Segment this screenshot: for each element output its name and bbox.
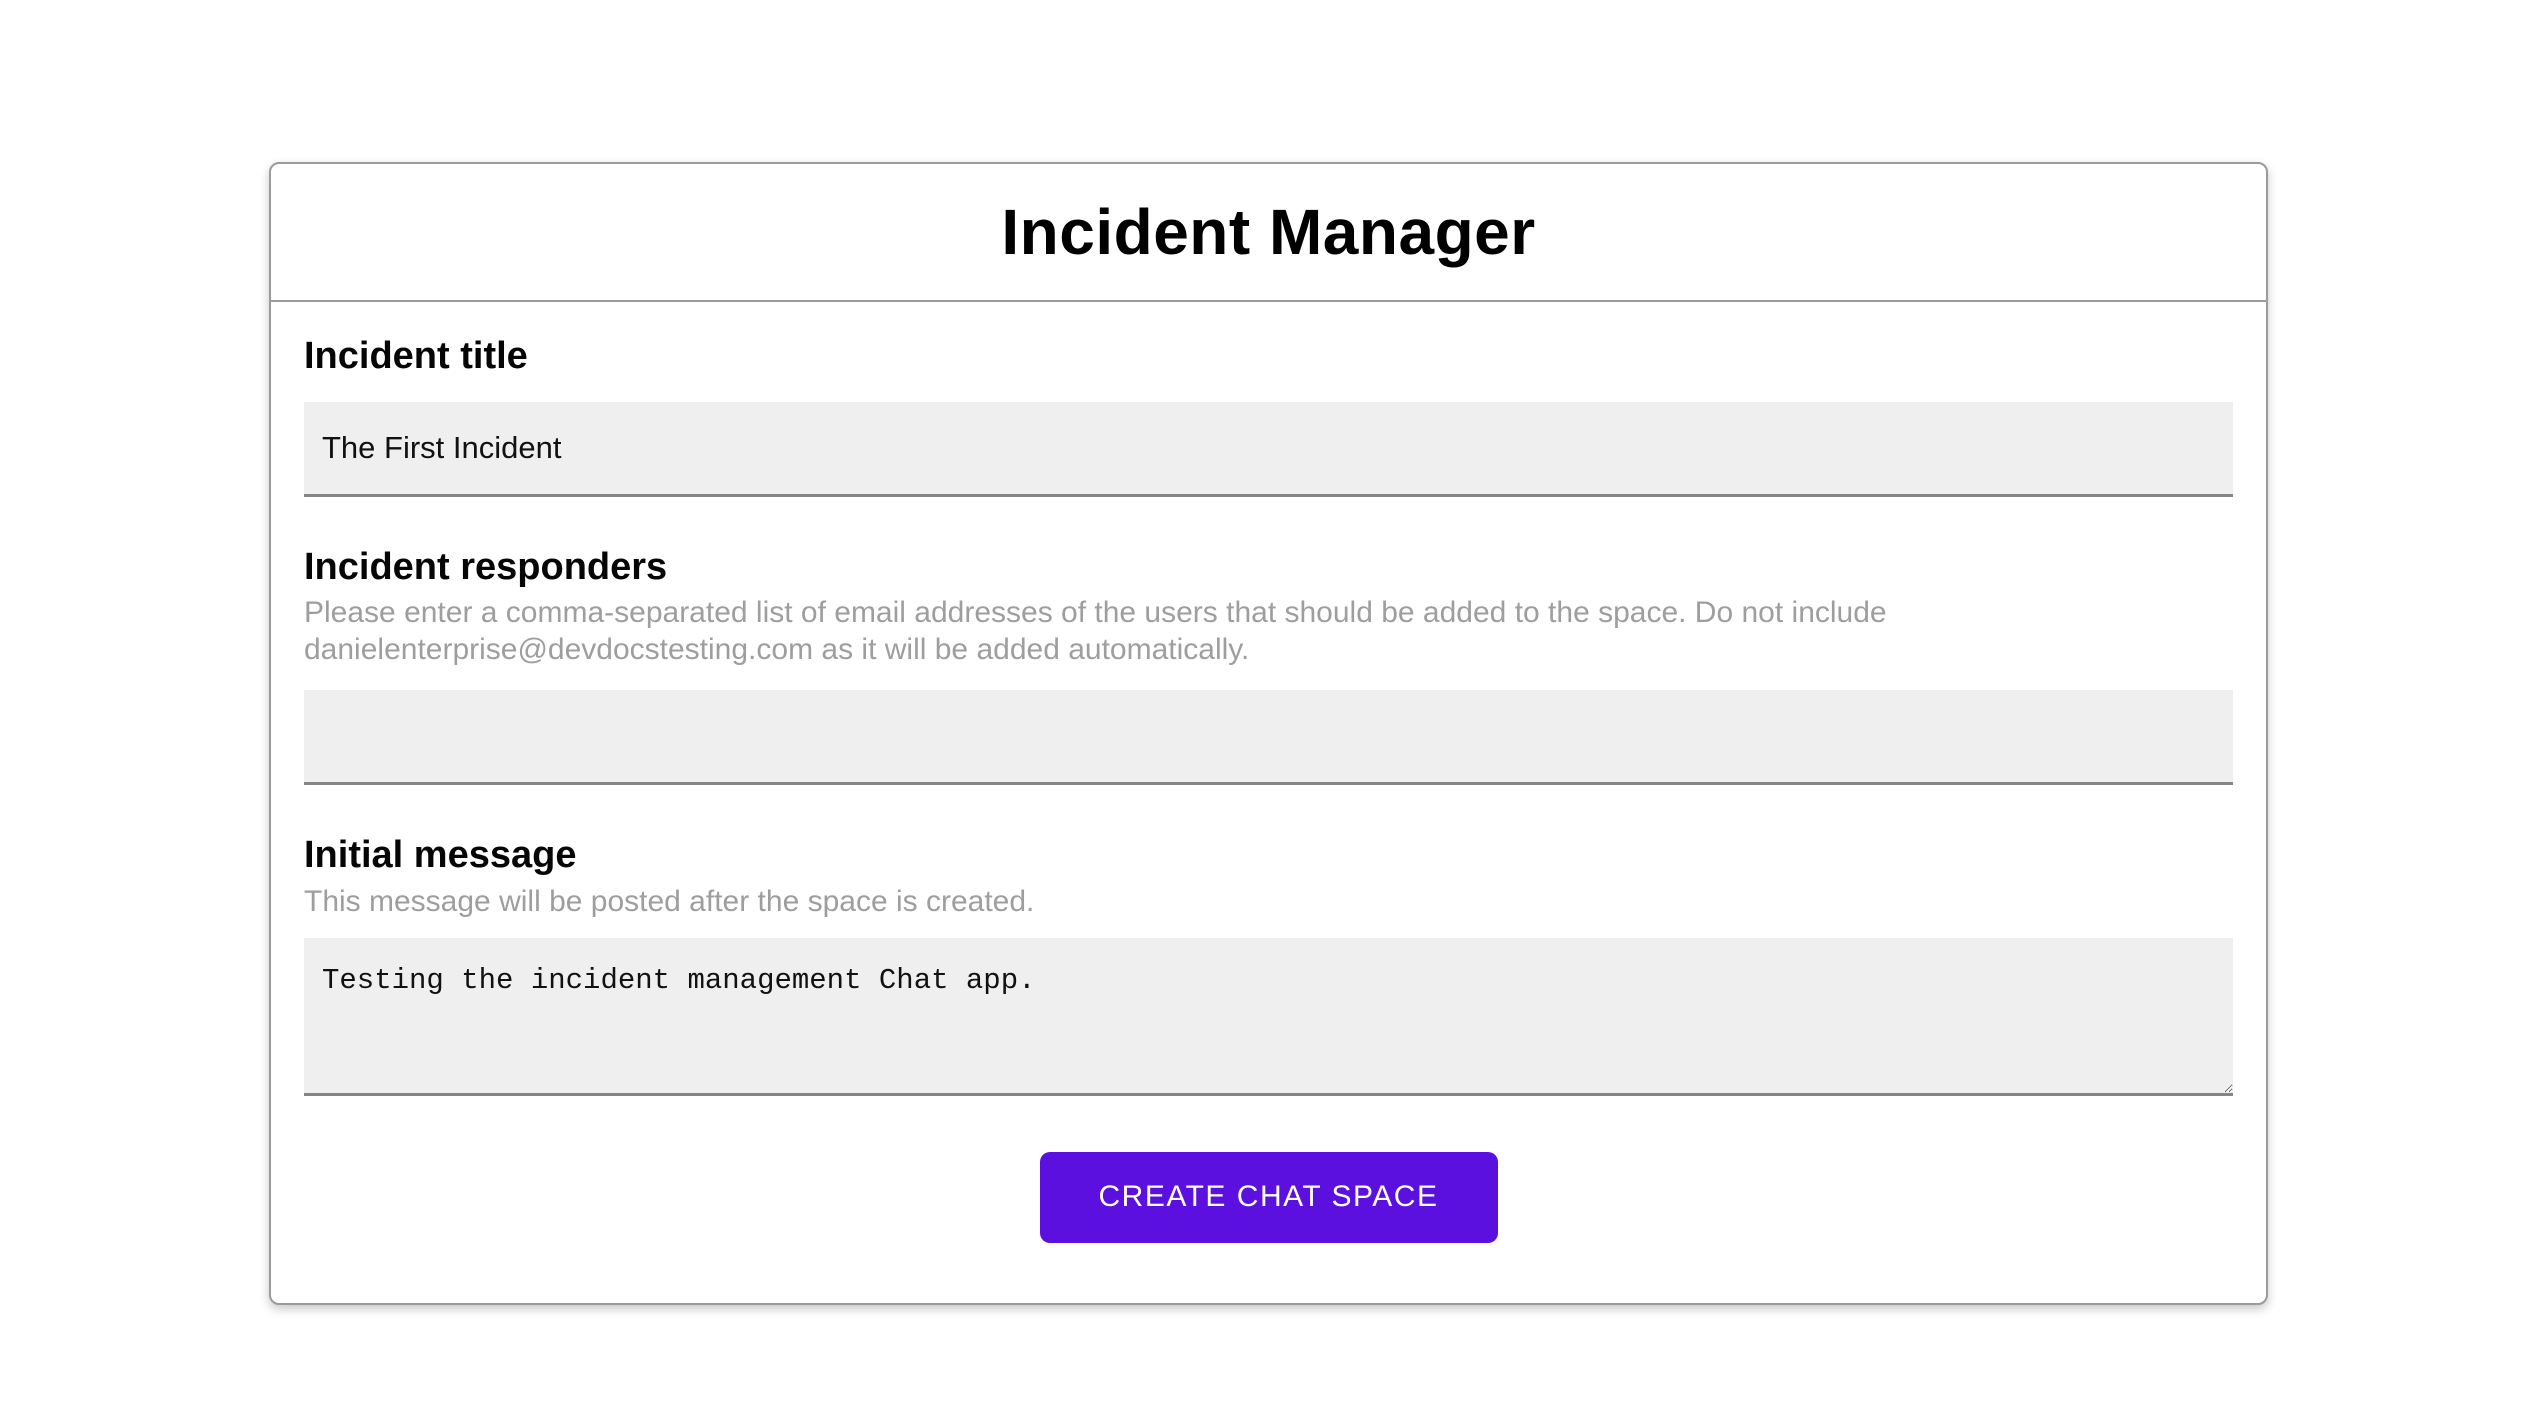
incident-title-label: Incident title <box>304 335 528 377</box>
initial-message-textarea[interactable] <box>304 938 2233 1096</box>
card-body <box>271 302 2266 1303</box>
create-chat-space-button[interactable]: CREATE CHAT SPACE <box>1040 1152 1498 1243</box>
incident-manager-card <box>269 162 2268 1305</box>
card-header <box>271 164 2266 302</box>
incident-responders-label: Incident responders <box>304 545 668 588</box>
initial-message-helper-text: This message will be posted after the space is created. <box>304 884 1035 918</box>
initial-message-label: Initial message <box>304 834 577 877</box>
initial-message-field <box>304 833 2233 1096</box>
incident-title-input[interactable] <box>304 402 2233 497</box>
incident-title-field <box>304 334 2233 497</box>
form-actions <box>304 1152 2233 1243</box>
incident-responders-field <box>304 545 2233 786</box>
page-title: Incident Manager <box>1001 196 1536 268</box>
incident-responders-helper-text: Please enter a comma-separated list of email addresses of the users that should be added to the space. Do not include danielenterprise@devdocstesting.com as it will be added automatically. <box>304 596 1887 667</box>
incident-responders-input[interactable] <box>304 690 2233 785</box>
